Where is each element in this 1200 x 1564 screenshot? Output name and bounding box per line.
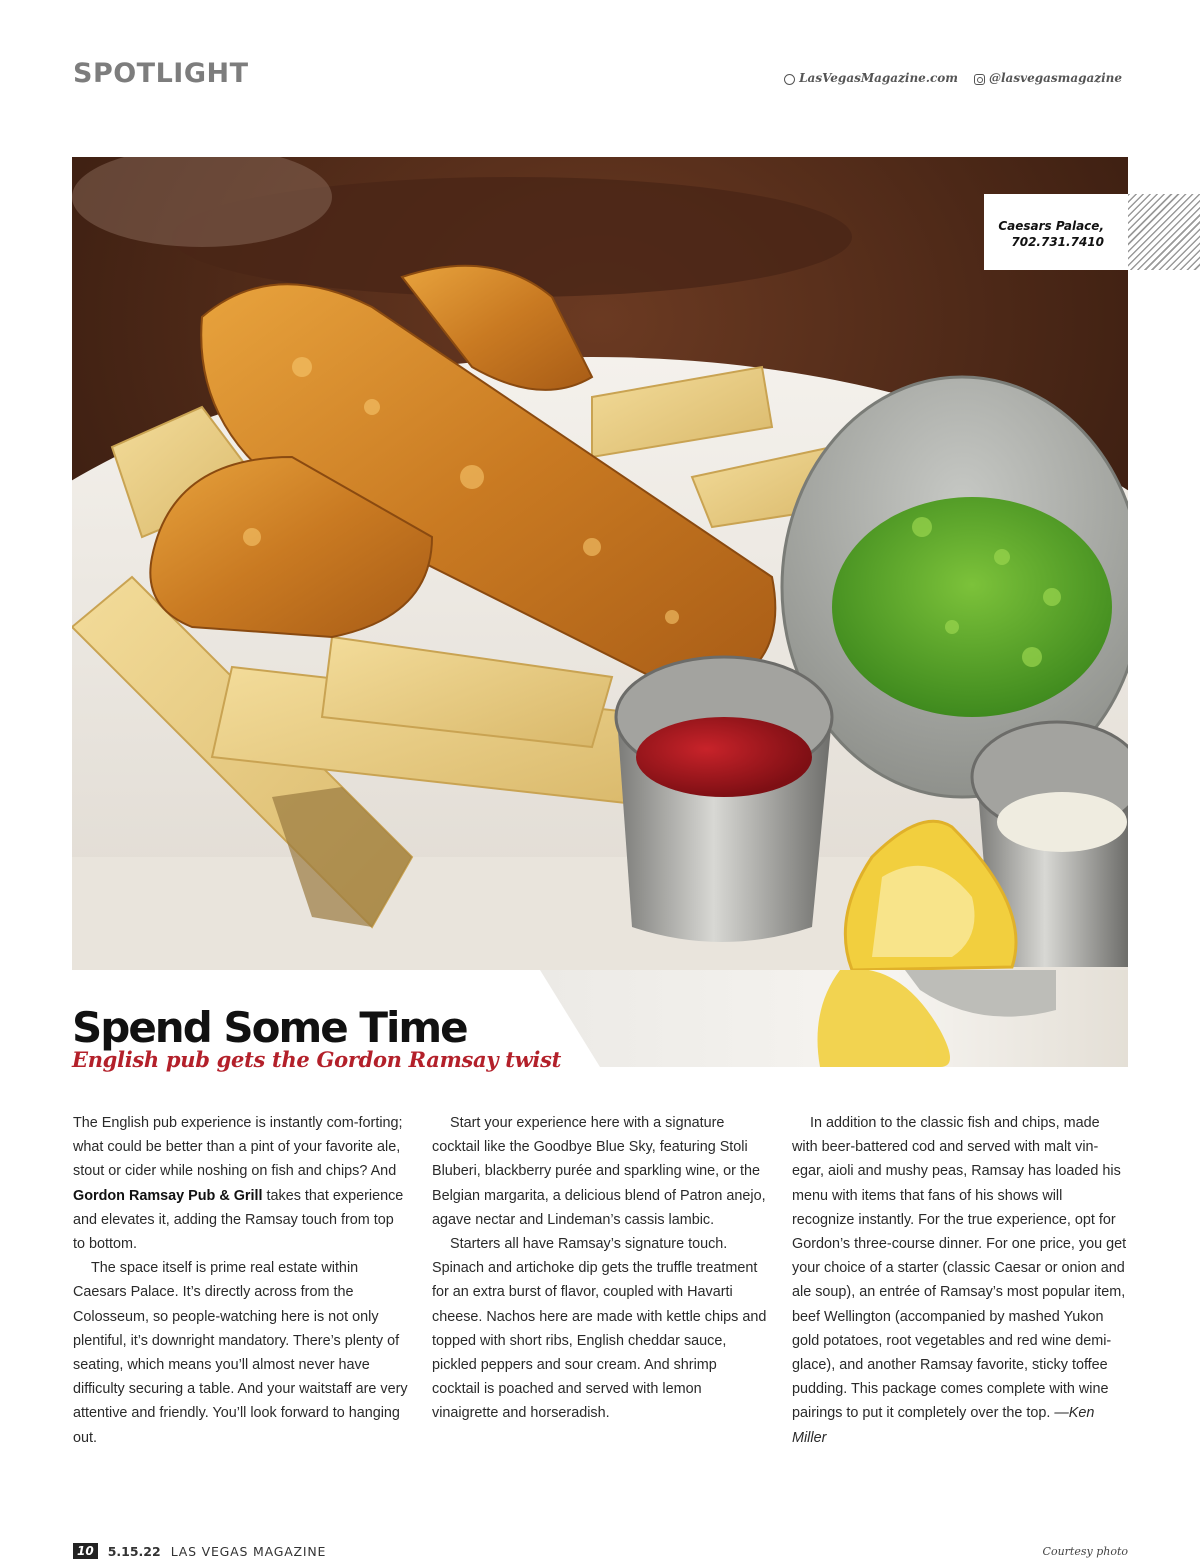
paragraph: Starters all have Ramsay’s signature touch. Spinach and artichoke dip gets the truffle treatment for an extra burst of flavor, coupled with Havarti cheese. Nachos here are made with kettle chips and topped with short ribs, English cheddar sauce, pickled peppers and sour cream. And shrimp cocktail is poached and served with lemon vinaigrette and horseradish. <box>432 1236 767 1422</box>
paragraph: The space itself is prime real estate within Caesars Palace. It’s directly across from the Colosseum, so people-watching here is not only plentiful, it’s downright mandatory. There’s plenty of seating, which means you’ll almost never have difficulty securing a table. And your waitstaff are very attentive and friendly. You’ll look forward to hanging out. <box>73 1260 408 1446</box>
page-number: 10 <box>73 1543 98 1559</box>
article-headline: Spend Some Time <box>72 1003 467 1052</box>
byline: —Ken Miller <box>792 1405 1095 1446</box>
article-column-3 <box>792 1111 1128 1450</box>
article-subhead: English pub gets the Gordon Ramsay twist <box>72 1047 562 1072</box>
venue-name: Caesars Palace, <box>998 219 1104 233</box>
venue-phone: 702.731.7410 <box>1011 235 1104 249</box>
web-icon <box>784 74 795 85</box>
instagram-icon <box>974 74 985 85</box>
section-label: SPOTLIGHT <box>73 58 249 89</box>
text-run: takes that experience and elevates it, adding the Ramsay touch from top to bottom. <box>73 1187 404 1253</box>
text-run: In addition to the classic fish and chips, made with beer-battered cod and served with malt vin-egar, aioli and mushy peas, Ramsay has loaded his menu with items that fans of his shows will recognize instantly. For the true experience, opt for Gordon’s three-course dinner. For one price, you get your choice of a starter (classic Caesar or onion and ale soup), an entrée of Ramsay’s most popular item, beef Wellington (accompanied by mashed Yukon gold potatoes, root vegetables and red wine demi-glace), and another Ramsay favorite, sticky toffee pudding. This package comes complete with wine pairings to put it completely over the top. <box>792 1115 1127 1422</box>
paragraph: Start your experience here with a signature cocktail like the Goodbye Blue Sky, featuring Stoli Bluberi, blackberry purée and sparkling wine, or the Belgian margarita, a delicious blend of Patron anejo, agave nectar and Lindeman’s cassis lambic. <box>432 1115 766 1228</box>
food-photo <box>72 157 1128 970</box>
website-link[interactable]: LasVegasMagazine.com <box>799 71 958 85</box>
paragraph <box>792 1111 1128 1450</box>
issue-date: 5.15.22 <box>107 1543 161 1559</box>
photo-credit: Courtesy photo <box>1042 1545 1128 1558</box>
article-column-1 <box>73 1111 409 1450</box>
folio <box>73 1543 326 1559</box>
text-run: The English pub experience is instantly com-forting; what could be better than a pint of your favorite ale, stout or cider while noshing on fish and chips? And <box>73 1115 403 1180</box>
venue-info-box <box>984 194 1128 270</box>
article-column-2 <box>432 1111 768 1426</box>
header-links <box>784 71 1122 85</box>
paragraph <box>73 1111 409 1256</box>
restaurant-name: Gordon Ramsay Pub & Grill <box>73 1187 263 1204</box>
social-handle-link[interactable]: @lasvegasmagazine <box>989 71 1122 85</box>
stripe-decoration <box>1128 194 1200 270</box>
magazine-name: LAS VEGAS MAGAZINE <box>170 1543 327 1559</box>
